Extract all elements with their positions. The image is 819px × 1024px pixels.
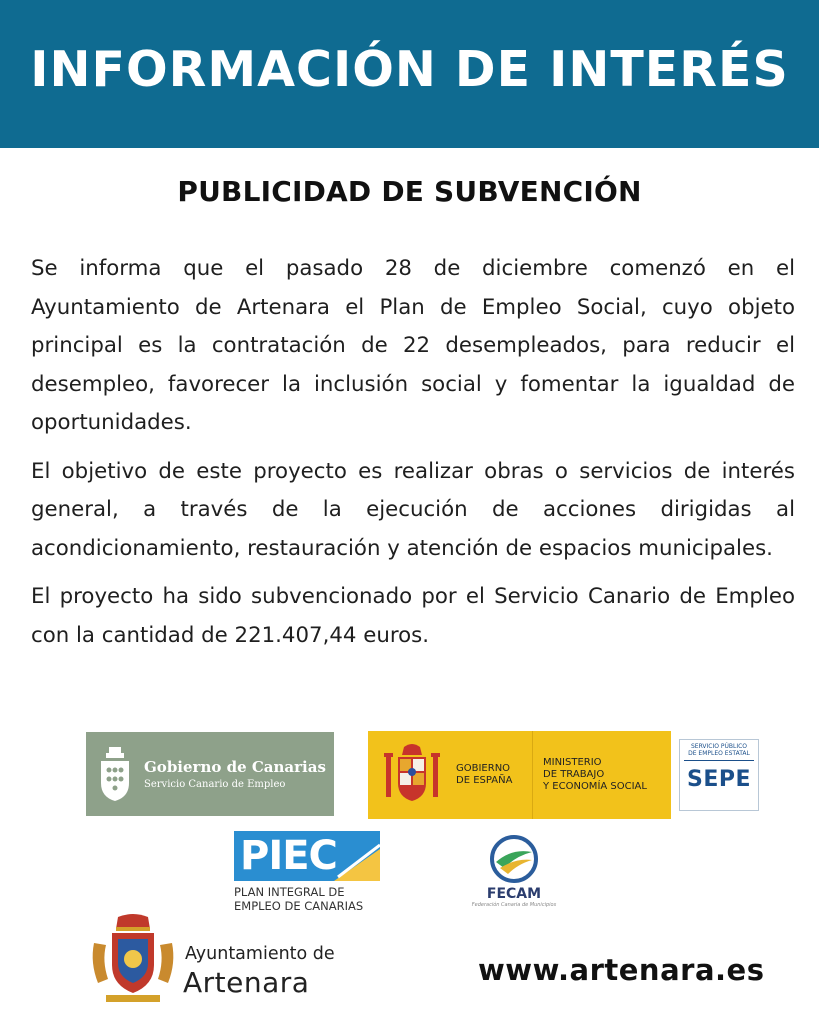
subtitle: PUBLICIDAD DE SUBVENCIÓN (177, 175, 642, 208)
gobierno-espana-text: GOBIERNO DE ESPAÑA (456, 763, 513, 786)
spain-crest-icon (382, 743, 442, 807)
sepe-name: SEPE (686, 767, 752, 792)
sepe-logo (679, 739, 759, 811)
header-band (0, 0, 819, 148)
fecam-swoosh-icon (486, 834, 542, 884)
artenara-crest-icon (88, 913, 178, 1007)
fecam-sub: Federación Canaria de Municipios (471, 902, 557, 908)
fecam-logo (470, 834, 558, 918)
artenara-logo (88, 913, 348, 1009)
gobierno-espana-logo (368, 731, 671, 819)
paragraph-2: El objetivo de este proyecto es realizar obras o servicios de interés general, a través de la ejecución de acciones dirigidas al acondicionamiento, restauración y atención de espacios municipales. (31, 458, 795, 561)
fecam-name: FECAM (486, 886, 542, 902)
gobierno-canarias-logo (86, 732, 334, 816)
artenara-line2: Artenara (183, 966, 310, 999)
paragraph-1: Se informa que el pasado 28 de diciembre comenzó en el Ayuntamiento de Artenara el Plan de Empleo Social, cuyo objeto principal es la contratación de 22 desempleados, para reducir el desempleo, favorecer la inclusión social y fomentar la igualdad de oportunidades. (31, 256, 795, 435)
body-text (31, 250, 795, 665)
ge-divider (532, 731, 533, 819)
ministerio-text: MINISTERIO DE TRABAJO Y ECONOMÍA SOCIAL (543, 757, 647, 792)
artenara-line1: Ayuntamiento de (185, 944, 335, 964)
canarias-shield-icon (98, 745, 132, 803)
gc-sub: Servicio Canario de Empleo (144, 779, 286, 790)
piec-line2: EMPLEO DE CANARIAS (234, 899, 364, 913)
website-link[interactable]: www.artenara.es (478, 953, 765, 987)
piec-arrow-icon (334, 831, 380, 881)
piec-letters: PIEC (240, 833, 337, 879)
piec-line1: PLAN INTEGRAL DE (234, 885, 345, 899)
piec-logo (234, 831, 380, 915)
gc-name: Gobierno de Canarias (144, 758, 326, 776)
sepe-top-text: SERVICIO PÚBLICO DE EMPLEO ESTATAL (684, 743, 754, 761)
page-title: INFORMACIÓN DE INTERÉS (30, 40, 789, 98)
paragraph-3: El proyecto ha sido subvencionado por el Servicio Canario de Empleo con la cantidad de 221.407,44 euros. (31, 584, 795, 648)
